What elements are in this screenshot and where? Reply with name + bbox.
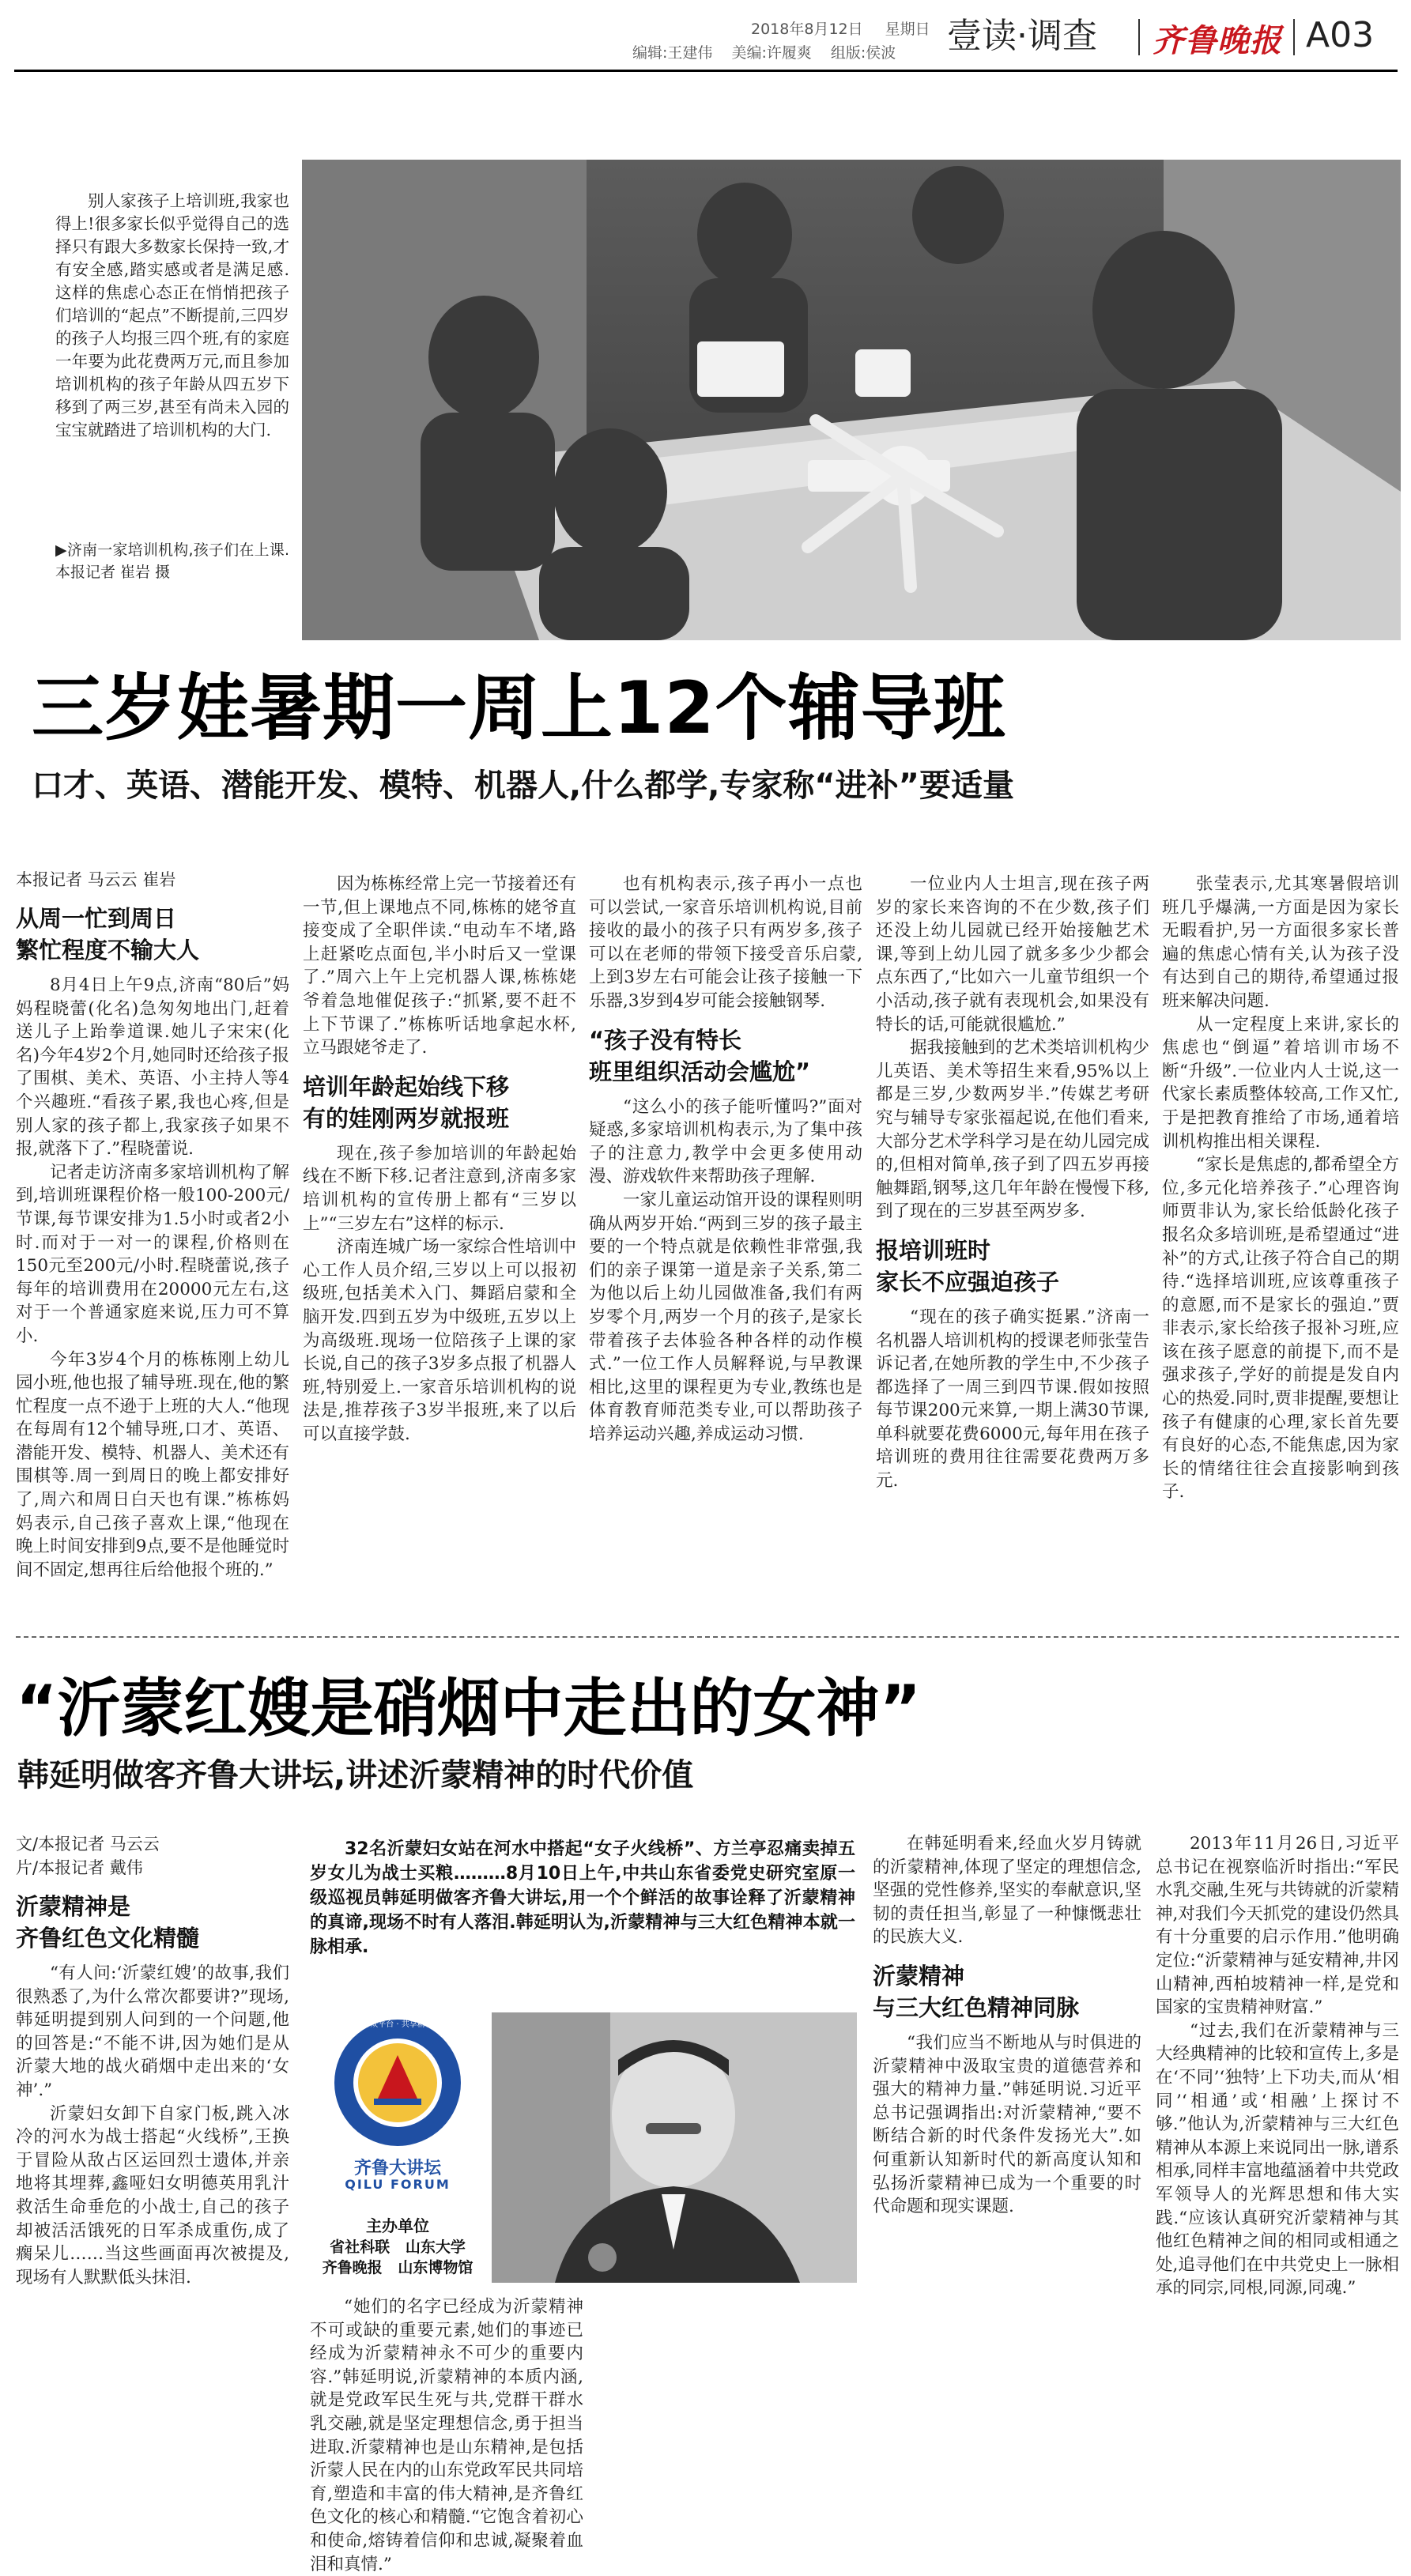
forum-emblem-icon: [330, 2016, 465, 2150]
article2-col3: 在韩延明看来,经血火岁月铸就的沂蒙精神,体现了坚定的理想信念,坚强的党性修养,坚实的奉献意识,坚韧的责任担当,彰显了一种慷慨悲壮的民族大义. 沂蒙精神 与三大红色精神同脉 “我们应当不断地从与时俱进的沂蒙精神中汲取宝贵的道德营养和强大的精神力量.”韩延明说.习近平总书记强调指出:对沂蒙精神,“要不断结合新的时代条件发扬光大”.如何重新认知新时代的新高度认知和弘扬沂蒙精神已成为一个重要的时代命题和现实课题.: [873, 1834, 1141, 2217]
forum-name-en: QILU FORUM: [345, 2177, 451, 2192]
article1-col1: 本报记者 马云云 崔岩 从周一忙到周日 繁忙程度不输大人 8月4日上午9点,济南“80后”妈妈程晓蕾(化名)急匆匆地出门,赶着送儿子上跆拳道课.她儿子宋宋(化名)今年4岁2个月,她同时还给孩子报了围棋、美术、英语、小主持人等4个兴趣班.“看孩子累,我也心疼,但是别人家的孩子都上,我家孩子如果不报,就落下了.”程晓蕾说. 记者走访济南多家培训机构了解到,培训班课程价格一般100-200元/节课,每节课安排为1.5小时或者2小时.而对于一对一的课程,价格则在150元至200元/小时.程晓蕾说,孩子每年的培训费用在20000元左右,这对于一个普通家庭来说,压力可不算小. 今年3岁4个月的栋栋刚上幼儿园小班,他也报了辅导班.现在,他的繁忙程度一点不逊于上班的大人.“他现在每周有12个辅导班,口才、英语、潜能开发、模特、机器人、美术还有围棋等.周一到周日的晚上都安排好了,周六和周日白天也有课.”栋栋妈妈表示,自己孩子喜欢上课,“他现在晚上时间安排到9点,要不是他睡觉时间不固定,想再往后给他报个班的.”: [16, 868, 289, 1611]
forum-name-cn: 齐鲁大讲坛: [353, 2159, 441, 2178]
article2-byline-text: 文/本报记者 马云云: [16, 1835, 160, 1854]
article1-subheadline: 口才、英语、潜能开发、模特、机器人,什么都学,专家称“进补”要适量: [32, 768, 1014, 804]
article1-intro: 别人家孩子上培训班,我家也得上!很多家长似乎觉得自己的选择只有跟大多数家长保持一致,才有安全感,踏实感或者是满足感.这样的焦虑心态正在悄悄把孩子们培训的“起点”不断提前,三四岁的孩子人均报三四个班,有的家庭一年要为此花费两万元,而且参加培训机构的孩子年龄从四五岁下移到了两三岁,甚至有尚未入园的宝宝就踏进了培训机构的大门.: [55, 191, 289, 439]
article1-col3: 也有机构表示,孩子再小一点也可以尝试,一家音乐培训机构说,目前接收的最小的孩子只有两岁多,孩子可以在老师的带领下接受音乐启蒙,上到3岁左右可能会让孩子接触一下乐器,3岁到4岁可能会接触钢琴. “孩子没有特长 班里组织活动会尴尬” “这么小的孩子能听懂吗?”面对疑惑,多家培训机构表示,为了集中孩子的注意力,教学中会更多使用动漫、游戏软件来帮助孩子理解. 一家儿童运动馆开设的课程则明确从两岁开始.“两到三岁的孩子最主要的一个特点就是依赖性非常强,我们的亲子课第一道是亲子关系,第二为他以后上幼儿园做准备,我们有两岁零个月,两岁一个月的孩子,是家长带着孩子去体验各种各样的动作模式.”一位工作人员解释说,与早教课相比,这里的课程更为专业,教练也是体育教育师范类专业,可以帮助孩子培养运动兴趣,养成运动习惯.: [589, 874, 862, 1444]
article2-subhead-2: 沂蒙精神 与三大红色精神同脉: [873, 1962, 1080, 2021]
classroom-photo-illustration: [302, 160, 1401, 640]
article2-headline: “沂蒙红嫂是硝烟中走出的女神”: [16, 1672, 922, 1745]
article1-subhead-1: 从周一忙到周日 繁忙程度不输大人: [16, 905, 200, 964]
speaker-photo: [492, 2012, 857, 2283]
article1-col5: 张莹表示,尤其寒暑假培训班几乎爆满,一方面是因为家长无暇看护,另一方面很多家长普遍的焦虑心情有关,认为孩子没有达到自己的期待,希望通过报班来解决问题. 从一定程度上来讲,家长的焦虑也“倒逼”着培训市场不断“升级”.一位业内人士说,这一代家长素质整体较高,工作又忙,于是把教育推给了市场,通着培训机构推出相关课程. “家长是焦虑的,都希望全方位,多元化培养孩子.”心理咨询师贾非认为,家长给低龄化孩子报名众多培训班,是希望通过“进补”的方式,让孩子符合自己的期待.“选择培训班,应该尊重孩子的意愿,而不是家长的强迫.”贾非表示,家长给孩子报补习班,应该在孩子愿意的前提下,而不是强求孩子,学好的前提是发自内心的热爱.同时,贾非提醒,要想让孩子有健康的心理,家长首先要有良好的心态,不能焦虑,因为家长的情绪往往会直接影响到孩子.: [1162, 874, 1400, 1503]
paper-logo: 齐鲁晚报: [1153, 22, 1282, 59]
article2-lead: 32名沂蒙妇女站在河水中搭起“女子火线桥”、方兰亭忍痛卖掉五岁女儿为战士买粮………8月10日上午,中共山东省委党史研究室原一级巡视员韩延明做客齐鲁大讲坛,用一个个鲜活的故事诠释了沂蒙精神的真谛,现场不时有人落泪.韩延明认为,沂蒙精神与三大红色精神本就一脉相承.: [310, 1839, 855, 1957]
article1-subhead-2: 培训年龄起始线下移 有的娃刚两岁就报班: [303, 1073, 510, 1132]
article1-col2: 因为栋栋经常上完一节接着还有一节,但上课地点不同,栋栋的姥爷直接变成了全职伴读.“电动车不堵,路上赶紧吃点面包,半小时后又一堂课了.”周六上午上完机器人课,栋栋姥爷着急地催促孩子:“抓紧,要不赶不上下节课了.”栋栋听话地拿起水杯,立马跟姥爷走了. 培训年龄起始线下移 有的娃刚两岁就报班 现在,孩子参加培训的年龄起始线在不断下移.记者注意到,济南多家培训机构的宣传册上都有“三岁以上”“三岁左右”这样的标示. 济南连城广场一家综合性培训中心工作人员介绍,三岁以上可以报初级班,包括美术入门、舞蹈启蒙和全脑开发.四到五岁为中级班,五岁以上为高级班.现场一位陪孩子上课的家长说,自己的孩子3岁多点报了机器人班,特别爱上.一家音乐培训机构的说法是,推荐孩子3岁半报班,来了以后可以直接学鼓.: [303, 874, 576, 1444]
page-number: A03: [1306, 15, 1375, 55]
section-name: 壹读·调查: [947, 16, 1097, 56]
editor-credit: 编辑:王建伟: [632, 44, 713, 62]
classroom-photo: [302, 160, 1401, 640]
organizers-title: 主办单位: [366, 2216, 429, 2235]
article1-byline: 本报记者 马云云 崔岩: [16, 870, 176, 889]
designer-credit: 美编:许履爽: [731, 44, 812, 62]
forum-ring-text: 服务群众平台 · 共享精神家园: [346, 2020, 449, 2029]
article2-col2: “她们的名字已经成为沂蒙精神不可或缺的重要元素,她们的事迹已经成为沂蒙精神永不可少的重要内容.”韩延明说,沂蒙精神的本质内涵,就是党政军民生死与共,党群干群水乳交融,就是坚定理想信念,勇于担当进取.沂蒙精神也是山东精神,是包括沂蒙人民在内的山东党政军民共同培育,塑造和丰富的伟大精神,是齐鲁红色文化的核心和精髓.“它饱含着初心和使命,熔铸着信仰和忠诚,凝聚着血泪和真情.”: [310, 2297, 583, 2574]
article2-subhead-1: 沂蒙精神是 齐鲁红色文化精髓: [16, 1893, 200, 1952]
article2-byline-photo: 片/本报记者 戴伟: [16, 1858, 143, 1877]
article1-subhead-3: “孩子没有特长 班里组织活动会尴尬”: [589, 1026, 811, 1085]
article-divider: [16, 1636, 1399, 1638]
organizers-line-2: 齐鲁晚报 山东博物馆: [322, 2259, 473, 2276]
issue-date: 2018年8月12日: [751, 21, 863, 38]
photo-caption: ▶济南一家培训机构,孩子们在上课. 本报记者 崔岩 摄: [55, 541, 289, 581]
article1-subhead-4: 报培训班时 家长不应强迫孩子: [876, 1236, 1060, 1296]
article1-headline: 三岁娃暑期一周上12个辅导班: [32, 667, 1006, 750]
speaker-photo-illustration: [492, 2012, 857, 2283]
proof-credit: 组版:侯波: [830, 44, 896, 62]
organizers-line-1: 省社科联 山东大学: [330, 2238, 466, 2256]
article2-col1: 文/本报记者 马云云 片/本报记者 戴伟 沂蒙精神是 齐鲁红色文化精髓 “有人问:‘沂蒙红嫂’的故事,我们很熟悉了,为什么常次都要讲?”现场,韩延明提到别人问到的一个问题,他的回答是:“不能不讲,因为她们是从沂蒙大地的战火硝烟中走出来的‘女神’.” 沂蒙妇女卸下自家门板,跳入冰冷的河水为战士搭起“火线桥”,王换于冒险从敌占区运回烈士遗体,并亲地将其埋葬,鑫哑妇女明德英用乳汁救活生命垂危的小战士,自己的孩子却被活活饿死的日军杀成重伤,成了瘸呆儿……当这些画面再次被提及,现场有人默默低头抹泪.: [16, 1832, 289, 2409]
article1-col4: 一位业内人士坦言,现在孩子两岁的家长来咨询的不在少数,孩子们还没上幼儿园就已经开始接触艺术课,等到上幼儿园了就多多少少都会点东西了,“比如六一儿童节组织一个小活动,孩子就有表现机会,如果没有特长的话,可能就很尴尬.” 据我接触到的艺术类培训机构少儿英语、美术等招生来看,95%以上都是三岁,少数两岁半.”传媒艺考研究与辅导专家张福起说,在他们看来,大部分艺术学科学习是在幼儿园完成的,但相对简单,孩子到了四五岁再接触舞蹈,钢琴,这几年年龄在慢慢下移,到了现在的三岁甚至两岁多. 报培训班时 家长不应强迫孩子 “现在的孩子确实挺累.”济南一名机器人培训机构的授课老师张莹告诉记者,在她所教的学生中,不少孩子都选择了一周三到四节课.假如按照每节课200元来算,一期上满30节课,单科就要花费6000元,每年用在孩子培训班的费用往往需要花费两万多元.: [876, 874, 1149, 1492]
forum-logo: [330, 2016, 465, 2150]
header-meta: [0, 0, 1411, 63]
issue-weekday: 星期日: [885, 21, 930, 38]
article2-subheadline: 韩延明做客齐鲁大讲坛,讲述沂蒙精神的时代价值: [17, 1757, 694, 1793]
article2-col4: 2013年11月26日,习近平总书记在视察临沂时指出:“军民水乳交融,生死与共铸就的沂蒙精神,对我们今天抓党的建设仍然具有十分重要的启示作用.”他明确定位:“沂蒙精神与延安精神,井冈山精神,西柏坡精神一样,是党和国家的宝贵精神财富.” “过去,我们在沂蒙精神与三大经典精神的比较和宣传上,多是在‘不同’‘独特’上下功夫,而从‘相同’‘相通’或‘相融’上探讨不够.”他认为,沂蒙精神与三大红色精神从本源上来说同出一脉,谱系相承,同样丰富地蕴涵着中共党政军领导人的光辉思想和伟大实践.“应该认真研究沂蒙精神与其他红色精神之间的相同或相通之处,追寻他们在中共党史上一脉相承的同宗,同根,同源,同魂.”: [1156, 1834, 1399, 2299]
